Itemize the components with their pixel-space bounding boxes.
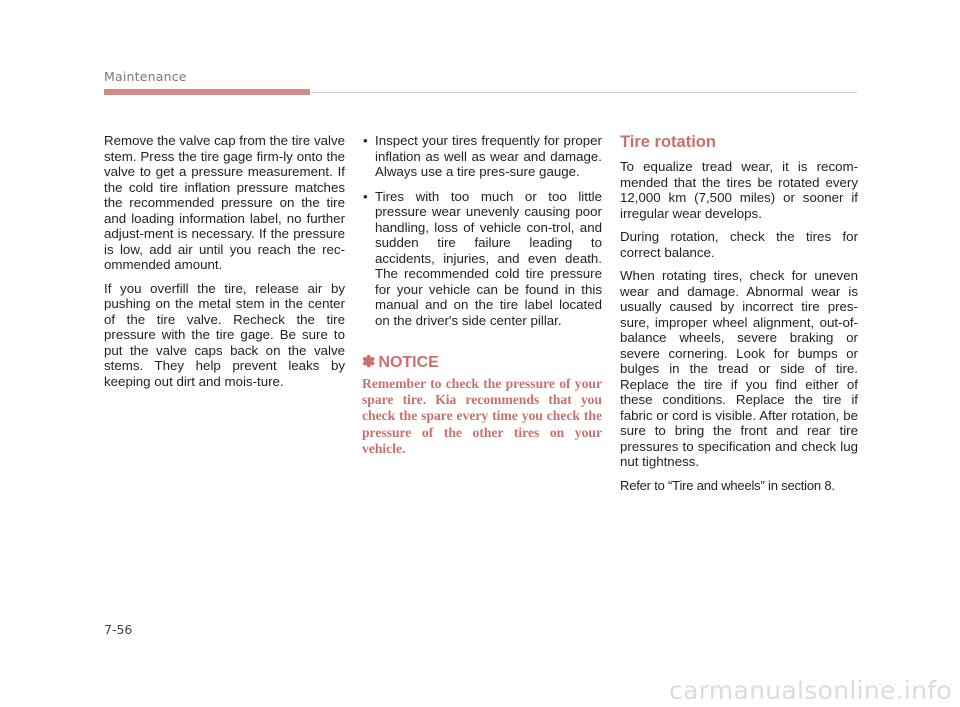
notice-heading bbox=[362, 354, 602, 372]
column-right bbox=[620, 133, 858, 501]
column-left bbox=[104, 133, 345, 397]
paragraph: If you overfill the tire, release air by pushing on the metal stem in the center of the tire valve. Recheck the tire pressure with the tire gage. Be sure to put the valve caps back on the valve stems. They help prevent leaks by keeping out dirt and mois-ture. bbox=[104, 280, 345, 389]
section-header-title: Maintenance bbox=[104, 69, 187, 84]
list-item bbox=[362, 133, 602, 180]
list-item-text: Inspect your tires frequently for proper inflation as well as wear and damage. Always use a tire pres-sure gauge. bbox=[375, 133, 602, 179]
paragraph: When rotating tires, check for uneven wear and damage. Abnormal wear is usually caused by incorrect tire pres-sure, improper wheel alignment, out-of-balance wheels, severe braking or severe cornering. Look for bumps or bulges in the tread or side of tire. Replace the tire if you find either of these conditions. Replace the tire if fabric or cord is visible. After rotation, be sure to bring the front and rear tire pressures to specification and check lug nut tightness. bbox=[620, 268, 858, 469]
watermark: carmanualsonline.info bbox=[669, 676, 952, 705]
header-accent-bar bbox=[104, 89, 310, 95]
notice-title: NOTICE bbox=[378, 354, 439, 371]
notice-body: Remember to check the pressure of your spare tire. Kia recommends that you check the spare every time you check the pressure of the other tires on your vehicle. bbox=[362, 376, 602, 456]
section-heading: Tire rotation bbox=[620, 133, 716, 151]
paragraph: To equalize tread wear, it is recom-mended that the tires be rotated every 12,000 km (7,500 miles) or sooner if irregular wear develops. bbox=[620, 159, 858, 221]
list-item bbox=[362, 189, 602, 329]
paragraph: Remove the valve cap from the tire valve stem. Press the tire gage firm-ly onto the valve to get a pressure measurement. If the cold tire inflation pressure matches the recommended pressure on the tire and loading information label, no further adjust-ment is necessary. If the pressure is low, add air until you reach the rec-ommended amount. bbox=[104, 133, 345, 272]
column-middle bbox=[362, 133, 602, 457]
header-divider bbox=[310, 92, 857, 93]
notice-star-icon: ✽ bbox=[362, 354, 376, 371]
page-number: 7-56 bbox=[104, 622, 133, 637]
bullet-list bbox=[362, 133, 602, 328]
bullet-icon: • bbox=[363, 133, 368, 148]
list-item-text: Tires with too much or too little pressure wear unevenly causing poor handling, loss of vehicle con-trol, and sudden tire failure leading to accidents, injuries, and even death. The recommended cold tire pressure for your vehicle can be found in this manual and on the tire label located on the driver's side center pillar. bbox=[375, 188, 602, 328]
cross-reference: Refer to “Tire and wheels” in section 8. bbox=[620, 477, 835, 493]
paragraph: During rotation, check the tires for correct balance. bbox=[620, 229, 858, 260]
bullet-icon: • bbox=[363, 188, 368, 204]
